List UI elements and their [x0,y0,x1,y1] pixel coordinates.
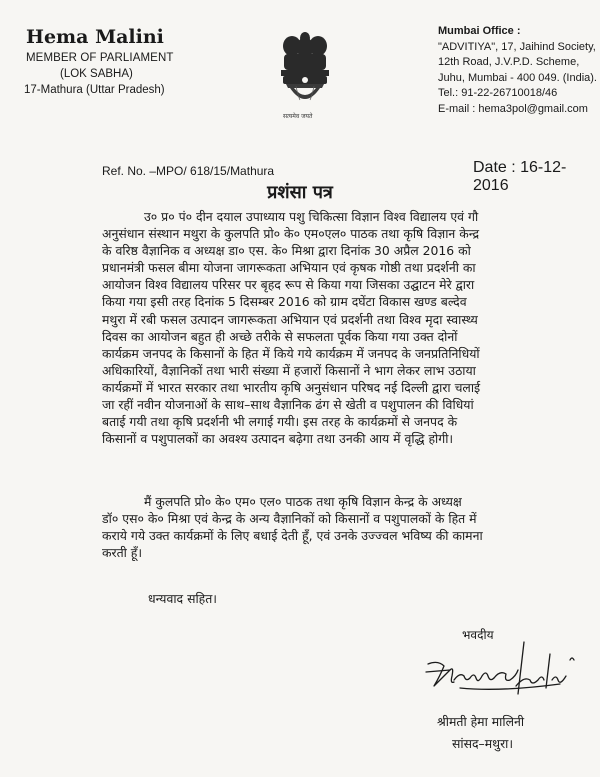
body-line: दिवस का आयोजन बहुत ही अच्छे तरीके से सफलता पूर्वक किया गया उक्त दोनों [102,328,458,344]
office-address-line: 12th Road, J.V.P.D. Scheme, [438,56,580,68]
body-paragraph-1 [102,208,600,447]
office-email: E-mail : hema3pol@gmail.com [438,102,588,115]
office-address-block [438,24,598,117]
body-line: कार्यक्रम जनपद के किसानों के हित में किये गये कार्यक्रम में जनपद के जनप्रतिनिधियों [102,345,480,361]
body-line: के वरिष्ठ वैज्ञानिक व अध्यक्ष डा० एस. के० मिश्रा द्वारा दिनांक 30 अप्रैल 2016 को [102,243,471,259]
body-line: बताई गयी तथा कृषि प्रदर्शनी भी लगाई गयी। इस तरह के कार्यक्रमों से जनपद के [102,414,458,430]
body-paragraph-2 [102,493,600,561]
letter-title: प्रशंसा पत्र [267,182,333,203]
handwritten-signature [420,636,585,708]
body-line: डॉ० एस० के० मिश्रा एवं केन्द्र के अन्य वैज्ञानिकों को किसानों व पशुपालकों के हित में [102,511,477,527]
office-address-line: Juhu, Mumbai - 400 049. (India). [438,71,597,84]
emblem-caption: सत्यमेव जयते [283,113,313,120]
body-line: जा रहीं नवीन योजनाओं के साथ–साथ वैज्ञानिक ढंग से खेती व पशुपालन की विधियां [102,397,474,413]
body-line: मथुरा में रबी फसल उत्पादन जागरूकता अभियान एवं प्रदर्शनी तथा विश्व मृदा स्वास्थ्य [102,311,478,327]
signatory-designation: सांसद–मथुरा। [452,736,514,751]
body-line: किया गया इसी तरह दिनांक 5 दिसम्बर 2016 को ग्राम दघेंटा विकास खण्ड बल्देव [102,294,467,310]
body-line: कराये गये उक्त कार्यक्रमों के लिए बधाई देती हूँ, एवं उनके उज्ज्वल भविष्य की कामना [102,528,483,544]
office-address-line: "ADVITIYA", 17, Jaihind Society, [438,40,596,53]
body-line: प्रधानमंत्री फसल बीमा योजना जागरूकता अभियान एवं कृषक गोष्ठी तथा प्रदर्शनी का [102,260,476,276]
body-line: उ० प्र० पं० दीन दयाल उपाध्याय पशु चिकित्सा विज्ञान विश्व विद्यालय एवं गौ [144,209,479,224]
body-line: करती हूँ। [102,545,143,561]
closing-salutation: भवदीय [462,628,494,642]
signatory-name: श्रीमती हेमा मालिनी [437,714,525,729]
thanks-line: धन्यवाद सहित। [148,591,218,606]
sender-designation: MEMBER OF PARLIAMENT [26,52,174,64]
sender-name: Hema Malini [26,26,164,48]
letter-date: Date : 16-12-2016 [473,159,567,194]
body-line: मैं कुलपति प्रो० के० एम० एल० पाठक तथा कृषि विज्ञान केन्द्र के अध्यक्ष [144,494,462,509]
office-phone: Tel.: 91-22-26710018/46 [438,87,558,99]
reference-number: Ref. No. –MPO/ 618/15/Mathura [102,164,275,178]
body-line: कार्यक्रमों में भारत सरकार तथा भारतीय कृषि अनुसंधान परिषद नई दिल्ली द्वारा चलाई [102,379,481,395]
body-line: अनुसंधान संस्थान मथुरा के कुलपति प्रो० के० एम०एल० पाठक तथा कृषि विज्ञान केन्द्र [102,226,480,242]
national-emblem-icon [270,24,340,124]
sender-house: (LOK SABHA) [60,68,133,80]
sender-constituency: 17-Mathura (Uttar Pradesh) [24,84,165,96]
body-line: अधिकारियों, वैज्ञानिकों तथा भारी संख्या में हजारों किसानों ने भाग लेकर लाभ उठाया [102,362,476,378]
body-line: आयोजन विश्व विद्यालय परिसर पर बृहद रूप से किया गया जिसका उद्घाटन मेरे द्वारा [102,277,475,293]
office-heading: Mumbai Office : [438,25,521,37]
body-line: किसानों व पशुपालकों का अवश्य उत्पादन बढ़ेगा तथा उनकी आय में वृद्धि होगी। [102,431,454,447]
